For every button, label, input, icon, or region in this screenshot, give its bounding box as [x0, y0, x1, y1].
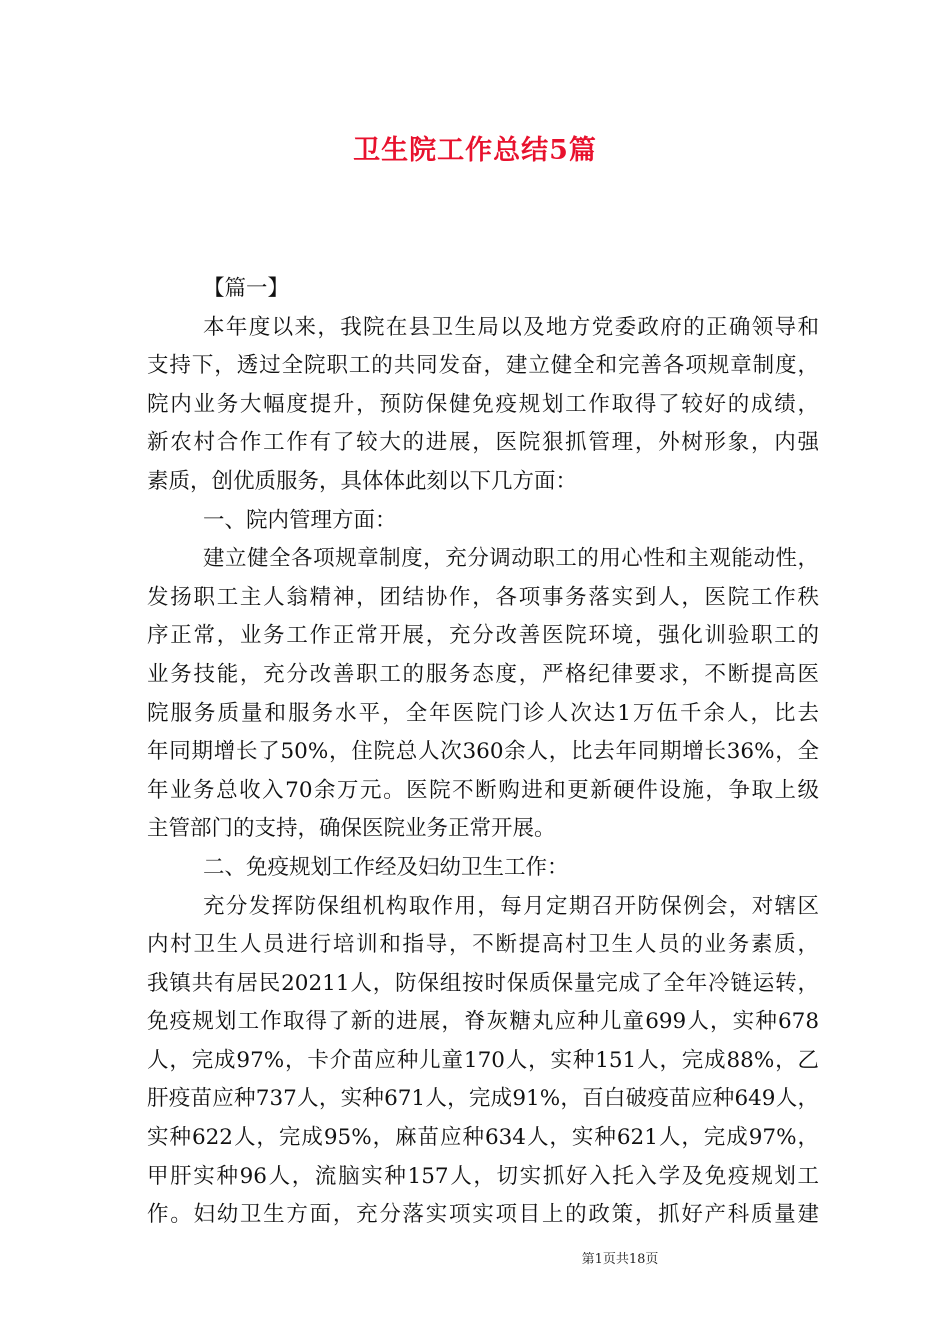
body-line: 本年度以来，我院在县卫生局以及地方党委政府的正确领导和 [203, 314, 819, 340]
body-line: 甲肝实种96人，流脑实种157人，切实抓好入托入学及免疫规划工 [147, 1163, 819, 1189]
body-line: 充分发挥防保组机构取作用，每月定期召开防保例会，对辖区 [203, 893, 819, 919]
section-heading-part-one: 【篇一】 [203, 276, 290, 301]
subheading-immunization: 二、免疫规划工作经及妇幼卫生工作： [203, 854, 569, 880]
subheading-internal-management: 一、院内管理方面： [203, 507, 397, 533]
body-line: 实种622人，完成95%，麻苗应种634人，实种621人，完成97%， [147, 1125, 819, 1151]
body-line: 业务技能，充分改善职工的服务态度，严格纪律要求，不断提高医 [147, 661, 819, 687]
body-line: 年业务总收入70余万元。医院不断购进和更新硬件设施，争取上级 [147, 777, 819, 803]
body-line: 院服务质量和服务水平，全年医院门诊人次达1万伍千余人，比去 [147, 700, 819, 726]
body-line: 年同期增长了50%，住院总人次360余人，比去年同期增长36%，全 [147, 739, 819, 765]
body-line: 主管部门的支持，确保医院业务正常开展。 [147, 816, 556, 842]
body-line: 人，完成97%，卡介苗应种儿童170人，实种151人，完成88%，乙 [147, 1047, 819, 1073]
body-line: 建立健全各项规章制度，充分调动职工的用心性和主观能动性， [203, 546, 819, 572]
body-line: 发扬职工主人翁精神，团结协作，各项事务落实到人，医院工作秩 [147, 584, 819, 610]
body-line: 我镇共有居民20211人，防保组按时保质保量完成了全年冷链运转， [147, 970, 819, 996]
body-line: 素质，创优质服务，具体体此刻以下几方面： [147, 468, 578, 494]
body-line: 院内业务大幅度提升，预防保健免疫规划工作取得了较好的成绩， [147, 391, 819, 417]
body-line: 内村卫生人员进行培训和指导，不断提高村卫生人员的业务素质， [147, 932, 819, 958]
body-line: 新农村合作工作有了较大的进展，医院狠抓管理，外树形象，内强 [147, 430, 819, 456]
document-body [147, 270, 819, 1235]
body-line: 作。妇幼卫生方面，充分落实项实项目上的政策，抓好产科质量建 [147, 1202, 819, 1228]
page-number: 第1页共18页 [581, 1252, 659, 1267]
document-title: 卫生院工作总结5篇 [353, 135, 597, 166]
body-line: 免疫规划工作取得了新的进展，脊灰糖丸应种儿童699人，实种678 [147, 1009, 819, 1035]
body-line: 支持下，透过全院职工的共同发奋，建立健全和完善各项规章制度， [147, 353, 819, 379]
body-line: 序正常，业务工作正常开展，充分改善医院环境，强化训验职工的 [147, 623, 819, 649]
page-footer [0, 1248, 950, 1267]
body-line: 肝疫苗应种737人，实种671人，完成91%，百白破疫苗应种649人， [147, 1086, 819, 1112]
